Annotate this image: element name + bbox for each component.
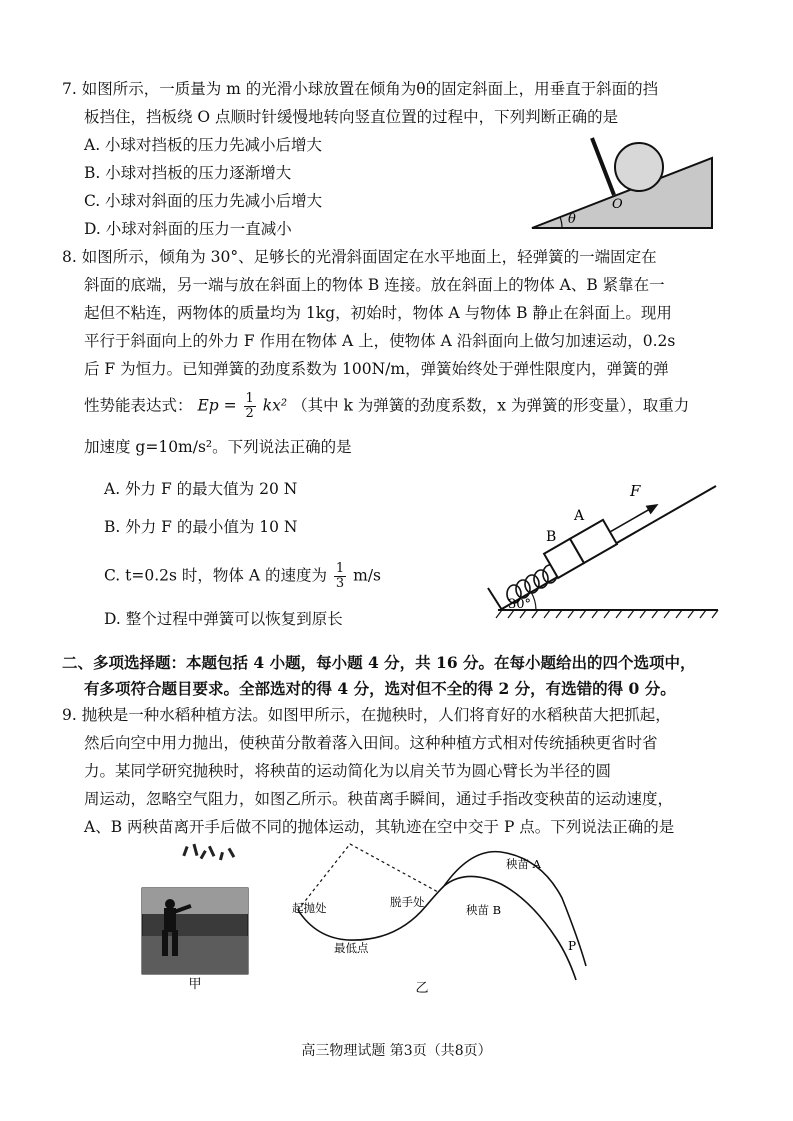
section2-line2: 有多项符合题目要求。全部选对的得 4 分，选对但不全的得 2 分，有选错的得 0 分。 xyxy=(84,679,676,698)
label-p: P xyxy=(568,939,577,953)
trajectory-b xyxy=(444,876,576,980)
option-c-fraction: $\frac{1}{3}$ xyxy=(335,561,345,591)
label-release: 脱手处 xyxy=(390,895,425,909)
force-arrow xyxy=(610,508,652,532)
q9-line3: 力。某同学研究抛秧时，将秧苗的运动简化为以肩关节为圆心臂长为半径的圆 xyxy=(84,762,612,780)
caption-jia: 甲 xyxy=(188,977,202,990)
ball xyxy=(615,143,663,191)
formula-suffix: （其中 k 为弹簧的劲度系数，x 为弹簧的形变量），取重力 xyxy=(292,396,690,415)
q7-option-d: D. 小球对斜面的压力一直减小 xyxy=(84,220,292,238)
q8-line4: 平行于斜面向上的外力 F 作用在物体 A 上，使物体 A 沿斜面向上做匀加速运动，0.2s xyxy=(84,332,676,350)
q7-line2: 板挡住，挡板绕 O 点顺时针缓慢地转向竖直位置的过程中，下列判断正确的是 xyxy=(84,108,619,126)
page-footer: 高三物理试题 第3页（共8页） xyxy=(301,1043,492,1059)
q8-line5: 后 F 为恒力。已知弹簧的劲度系数为 100N/m，弹簧始终处于弹性限度内，弹簧的弹 xyxy=(84,360,669,378)
baffle-board xyxy=(592,138,614,195)
q8-line2: 斜面的底端，另一端与放在斜面上的物体 B 连接。放在斜面上的物体 A、B 紧靠在一 xyxy=(84,276,665,294)
section2-line1: 二、多项选择题：本题包括 4 小题，每小题 4 分，共 16 分。在每小题给出的四个选项中， xyxy=(62,653,696,672)
q8-line3: 起但不粘连，两物体的质量均为 1kg，初始时，物体 A 与物体 B 静止在斜面上。现用 xyxy=(84,304,672,322)
label-seedling-b: 秧苗 B xyxy=(466,903,502,917)
q9-line4: 周运动，忽略空气阻力，如图乙所示。秧苗离手瞬间，通过手指改变秧苗的运动速度， xyxy=(84,790,674,808)
label-start: 起抛处 xyxy=(292,901,327,915)
q9-line2: 然后向空中用力抛出，使秧苗分散着落入田间。这种种植方式相对传统插秧更省时省 xyxy=(84,734,658,752)
photo-field xyxy=(142,936,248,974)
q7-option-c: C. 小球对斜面的压力先减小后增大 xyxy=(84,192,323,210)
q8-option-b: B. 外力 F 的最小值为 10 N xyxy=(104,518,298,536)
angle-arc xyxy=(531,592,536,610)
label-theta: θ xyxy=(568,212,576,227)
q8-line-g: 加速度 g=10m/s²。下列说法正确的是 xyxy=(84,438,352,456)
label-seedling-a: 秧苗 A xyxy=(506,857,541,871)
q9-line1: 9. 抛秧是一种水稻种植方法。如图甲所示，在抛秧时，人们将育好的水稻秧苗大把抓起， xyxy=(62,706,671,724)
wall-stop xyxy=(488,588,502,610)
q8-option-d: D. 整个过程中弹簧可以恢复到原长 xyxy=(104,610,343,628)
label-f: F xyxy=(630,482,641,500)
formula-prefix: 性势能表达式： xyxy=(84,396,193,415)
option-c-unit: m/s xyxy=(353,566,381,585)
formula-rhs: kx² xyxy=(262,396,288,415)
diagram-yi xyxy=(286,838,606,998)
photo-jia xyxy=(140,840,250,990)
q8-figure xyxy=(478,478,728,628)
q7-figure xyxy=(528,130,718,235)
label-lowest: 最低点 xyxy=(334,941,369,955)
label-a: A xyxy=(574,508,585,524)
q7-option-b: B. 小球对挡板的压力逐渐增大 xyxy=(84,164,292,182)
q8-formula-line xyxy=(84,392,689,421)
thrown-seedlings xyxy=(182,844,235,861)
q8-option-a: A. 外力 F 的最大值为 20 N xyxy=(104,480,298,498)
q8-option-c xyxy=(104,562,381,591)
label-b: B xyxy=(546,529,557,545)
label-angle: 30° xyxy=(508,597,532,612)
formula-fraction: $\frac{1}{2}$ xyxy=(245,391,254,421)
label-o: O xyxy=(612,197,623,212)
caption-yi: 乙 xyxy=(415,981,429,996)
q8-line1: 8. 如图所示，倾角为 30°、足够长的光滑斜面固定在水平地面上，轻弹簧的一端固定在 xyxy=(62,248,657,266)
q9-line5: A、B 两秧苗离开手后做不同的抛体运动，其轨迹在空中交于 P 点。下列说法正确的是 xyxy=(84,818,675,836)
option-c-prefix: C. t=0.2s 时，物体 A 的速度为 xyxy=(104,566,327,585)
force-arrow-head xyxy=(646,500,661,515)
formula-lhs: Ep = xyxy=(197,396,237,415)
q7-line1: 7. 如图所示，一质量为 m 的光滑小球放置在倾角为θ的固定斜面上，用垂直于斜面的挡 xyxy=(62,80,659,98)
q7-option-a: A. 小球对挡板的压力先减小后增大 xyxy=(84,136,323,154)
photo-sky xyxy=(142,888,248,914)
